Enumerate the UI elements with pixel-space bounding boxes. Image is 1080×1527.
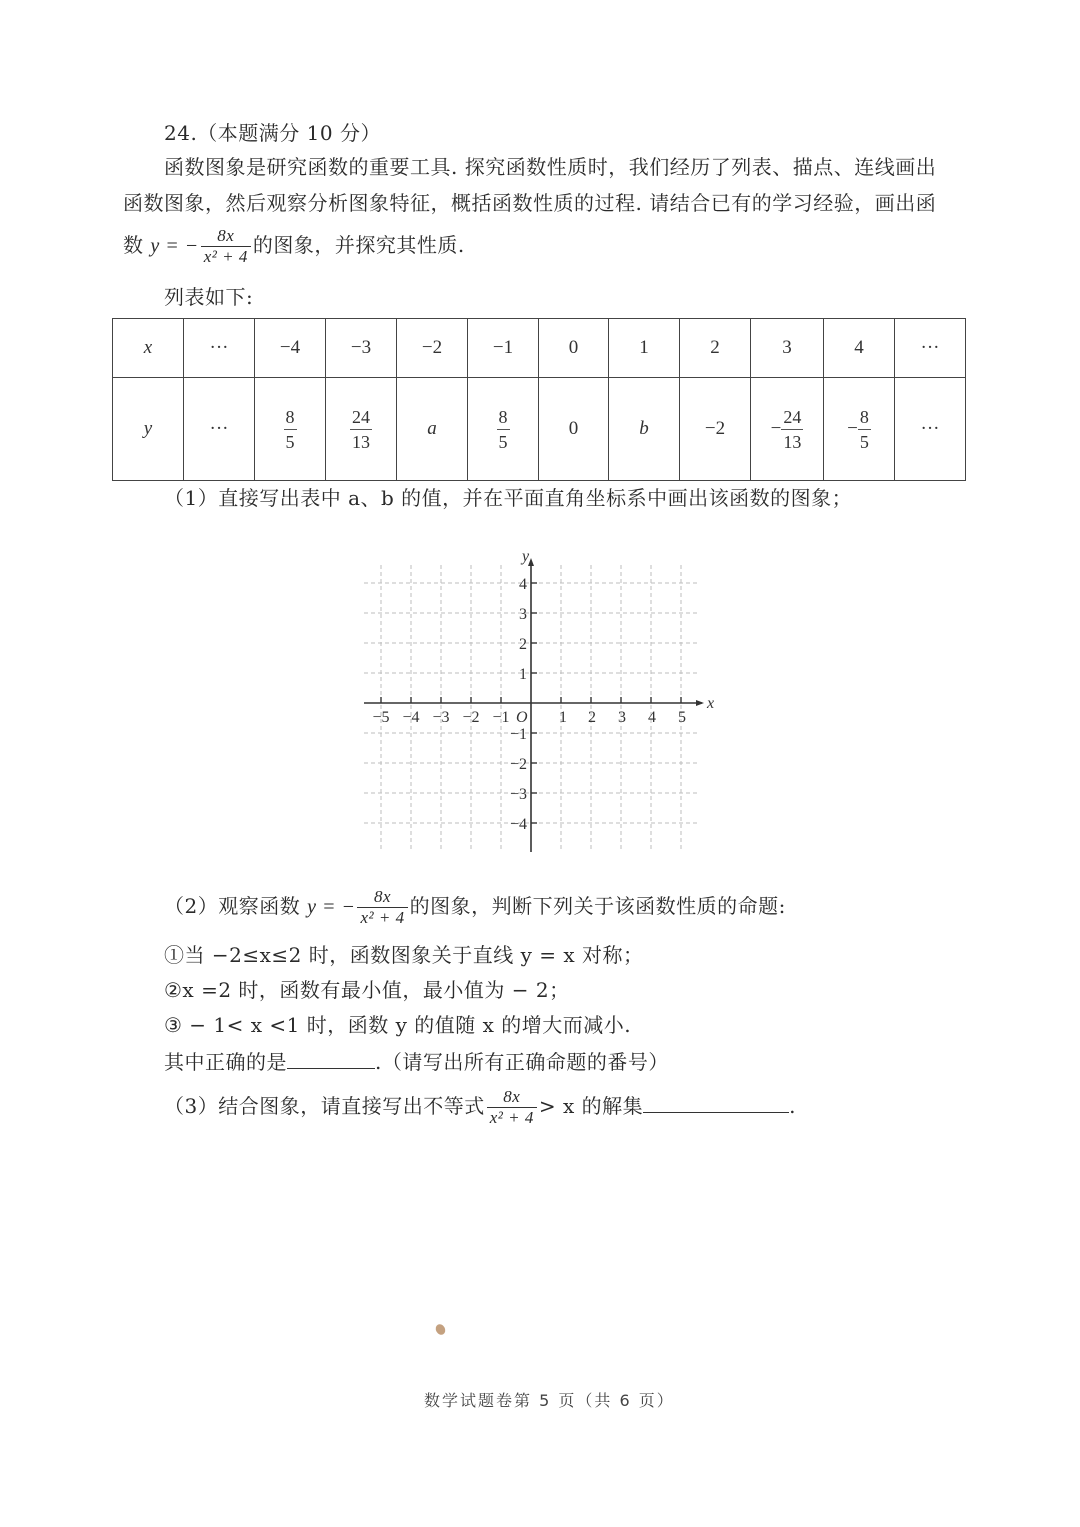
inequality-numerator: 8x xyxy=(503,1087,521,1106)
inequality-denominator: x² + 4 xyxy=(487,1107,537,1128)
paper-stain xyxy=(434,1322,447,1336)
page-footer: 数学试题卷第 5 页（共 6 页） xyxy=(424,1391,675,1410)
table-cell-y-fraction xyxy=(468,378,539,481)
table-cell-x: −4 xyxy=(255,319,326,378)
x-tick-label: 3 xyxy=(618,709,626,726)
y-tick-label: 2 xyxy=(519,636,527,653)
x-tick-label: 1 xyxy=(559,709,567,726)
table-cell-y: 0 xyxy=(539,378,609,481)
table-cell-x: −3 xyxy=(326,319,397,378)
table-cell-y-fraction xyxy=(326,378,397,481)
fraction-sign: − xyxy=(847,417,858,439)
x-tick-label: −4 xyxy=(402,709,420,726)
part1-prompt: （1）直接写出表中 a、b 的值，并在平面直角坐标系中画出该函数的图象； xyxy=(164,486,853,510)
intro-line-3-prefix: 数 xyxy=(123,233,151,257)
formula-fraction xyxy=(357,887,407,928)
formula-numerator: 8x xyxy=(217,226,235,245)
table-cell-x: ··· xyxy=(895,319,966,378)
table-cell-x: 2 xyxy=(680,319,751,378)
table-cell-y-fraction xyxy=(751,378,824,481)
fraction-numerator: 24 xyxy=(783,406,802,427)
table-cell-y-unknown-a: a xyxy=(397,378,468,481)
y-axis-label: y xyxy=(522,548,530,565)
solution-set-blank[interactable] xyxy=(643,1092,789,1113)
fraction-denominator: 5 xyxy=(858,429,871,454)
fraction-numerator: 8 xyxy=(498,406,508,427)
x-axis-label: x xyxy=(707,695,715,712)
x-tick-label: −5 xyxy=(372,709,390,726)
formula-fraction xyxy=(201,226,251,267)
axis-labels xyxy=(372,548,714,833)
table-row-x xyxy=(113,319,966,378)
part3-prompt xyxy=(164,1087,796,1128)
grid-lines xyxy=(364,565,700,850)
y-tick-label: 4 xyxy=(519,576,527,593)
coordinate-grid xyxy=(355,545,730,855)
table-cell-x: 3 xyxy=(751,319,824,378)
x-tick-label: 5 xyxy=(678,709,686,726)
x-tick-label: −2 xyxy=(462,709,480,726)
fraction-denominator: 5 xyxy=(284,429,297,454)
table-cell-x: ··· xyxy=(184,319,255,378)
proposition-2: ②x =2 时，函数有最小值，最小值为 − 2； xyxy=(164,978,570,1002)
fraction-denominator: 13 xyxy=(350,429,372,454)
formula-numerator: 8x xyxy=(374,887,392,906)
proposition-1: ①当 −2≤x≤2 时，函数图象关于直线 y = x 对称； xyxy=(164,943,644,967)
fraction-numerator: 8 xyxy=(285,406,295,427)
formula-denominator: x² + 4 xyxy=(357,907,407,928)
fraction-denominator: 5 xyxy=(497,429,510,454)
table-cell-y-fraction xyxy=(824,378,895,481)
table-cell-y: ··· xyxy=(895,378,966,481)
fraction-denominator: 13 xyxy=(781,429,803,454)
x-tick-label: 2 xyxy=(588,709,596,726)
table-cell-y-unknown-b: b xyxy=(609,378,680,481)
intro-line-3-suffix: 的图象，并探究其性质. xyxy=(252,233,465,257)
answer-blank[interactable] xyxy=(287,1048,375,1069)
table-cell-x: −2 xyxy=(397,319,468,378)
x-tick-label: −1 xyxy=(492,709,510,726)
y-tick-label: −4 xyxy=(509,816,527,833)
table-header-y: y xyxy=(113,378,184,481)
table-header-x: x xyxy=(113,319,184,378)
y-tick-label: 1 xyxy=(519,666,527,683)
part2-suffix: 的图象，判断下列关于该函数性质的命题: xyxy=(409,894,786,918)
intro-line-3 xyxy=(123,226,465,267)
part2-prefix: （2）观察函数 xyxy=(164,894,308,918)
formula-denominator: x² + 4 xyxy=(201,246,251,267)
part3-end: . xyxy=(789,1094,796,1118)
part3-suffix: > x 的解集 xyxy=(538,1094,644,1118)
table-row-y xyxy=(113,378,966,481)
part2-answer-line xyxy=(164,1048,669,1074)
answer-suffix: .（请写出所有正确命题的番号） xyxy=(375,1050,669,1074)
x-axis-arrow-icon xyxy=(696,700,704,706)
part3-prefix: （3）结合图象，请直接写出不等式 xyxy=(164,1094,485,1118)
y-tick-label: −3 xyxy=(509,786,527,803)
y-tick-label: −1 xyxy=(509,726,527,743)
intro-line-2: 函数图象，然后观察分析图象特征，概括函数性质的过程. 请结合已有的学习经验，画出函 xyxy=(123,191,937,215)
origin-label: O xyxy=(516,709,528,726)
table-cell-x: 0 xyxy=(539,319,609,378)
table-cell-y-fraction xyxy=(255,378,326,481)
inequality-fraction xyxy=(487,1087,537,1128)
question-number: 24.（本题满分 10 分） xyxy=(164,121,381,145)
table-cell-x: 1 xyxy=(609,319,680,378)
table-cell-y: −2 xyxy=(680,378,751,481)
table-cell-x: −1 xyxy=(468,319,539,378)
fraction-numerator: 8 xyxy=(859,406,869,427)
value-table xyxy=(112,318,966,481)
fraction-numerator: 24 xyxy=(352,406,370,427)
formula-lhs: y = − xyxy=(307,896,356,918)
formula-lhs: y = − xyxy=(150,235,199,257)
answer-prefix: 其中正确的是 xyxy=(164,1050,287,1074)
intro-line-1: 函数图象是研究函数的重要工具. 探究函数性质时，我们经历了列表、描点、连线画出 xyxy=(164,155,937,179)
table-cell-x: 4 xyxy=(824,319,895,378)
y-tick-label: 3 xyxy=(519,606,527,623)
table-cell-y: ··· xyxy=(184,378,255,481)
fraction-sign: − xyxy=(770,417,782,439)
part2-prompt xyxy=(164,887,786,928)
x-tick-label: −3 xyxy=(432,709,450,726)
x-tick-label: 4 xyxy=(648,709,656,726)
table-intro: 列表如下: xyxy=(164,285,254,309)
proposition-3: ③ − 1< x <1 时，函数 y 的值随 x 的增大而减小. xyxy=(164,1013,632,1037)
y-tick-label: −2 xyxy=(509,756,527,773)
